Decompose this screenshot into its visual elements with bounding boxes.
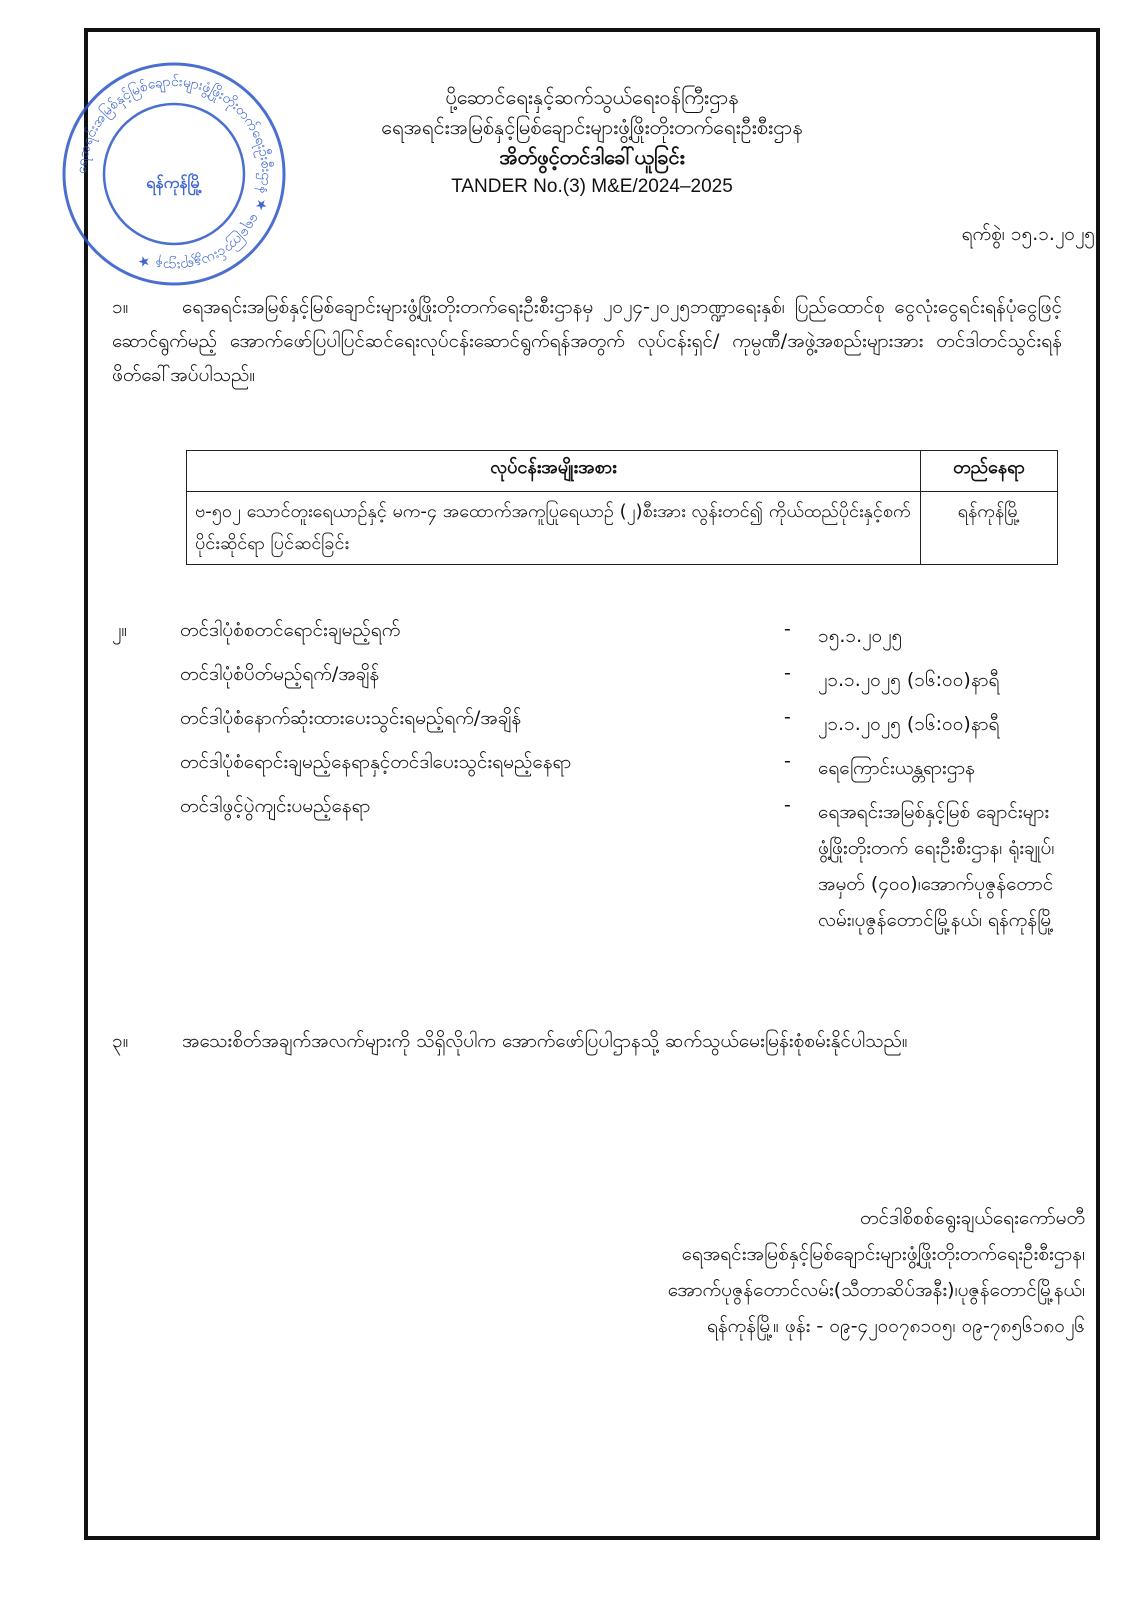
schedule-number: ၂။: [112, 619, 128, 641]
department-name: ရေအရင်းအမြစ်နှင့်မြစ်ချောင်းများဖွံ့ဖြိုးတိုးတက်ရေးဦးစီးဌာန၊: [681, 1243, 1085, 1265]
ministry-title: ပို့ဆောင်ရေးနှင့်ဆက်သွယ်ရေးဝန်ကြီးဌာန: [445, 85, 739, 109]
schedule-dash: -: [784, 618, 791, 640]
table-cell-work: ဗ-၅၀၂ သောင်တူးရေယာဉ်နှင့် မက-၄ အထောက်အကူပြုရေယာဉ် (၂)စီးအား လွန်းတင်၍ ကိုယ်ထည်ပိုင်းနှင့်စက်ပိုင်းဆိုင်ရာ ပြင်ဆင်ခြင်း: [187, 492, 921, 565]
letterhead: [84, 82, 1100, 202]
paragraph-3-text: အသေးစိတ်အချက်အလက်များကို သိရှိလိုပါက အောက်ဖော်ပြပါဌာနသို့ ဆက်သွယ်မေးမြန်းစုံစမ်းနိုင်ပါသည်။: [182, 1030, 908, 1052]
paragraph-3-number: ၃။: [112, 1030, 129, 1052]
schedule-dash: -: [784, 706, 791, 728]
table-header-row: [187, 451, 1058, 492]
schedule-label: တင်ဒါပုံစံစတင်ရောင်းချမည့်ရက်: [180, 619, 401, 641]
table-header-work-type: လုပ်ငန်းအမျိုးအစား: [187, 451, 921, 492]
schedule-value: ရေကြောင်းယန္တရားဌာန: [818, 757, 975, 779]
issue-date: ရက်စွဲ၊ ၁၅.၁.၂၀၂၅: [961, 223, 1095, 245]
schedule-value: ၂၁.၁.၂၀၂၅ (၁၆:၀၀)နာရီ: [818, 713, 1000, 735]
paragraph-1-text: ရေအရင်းအမြစ်နှင့်မြစ်ချောင်းများဖွံ့ဖြိုးတိုးတက်ရေးဦးစီးဌာနမှ ၂၀၂၄-၂၀၂၅ဘဏ္ဍာရေးနှစ်၊ ပြည်ထောင်စု ငွေလုံးငွေရင်းရန်ပုံငွေဖြင့်ဆောင်ရွက်မည့် အောက်ဖော်ပြပါပြင်ဆင်ရေးလုပ်ငန်းဆောင်ရွက်ရန်အတွက် လုပ်ငန်းရှင်/ ကုမ္ပဏီ/အဖွဲ့အစည်းများအား တင်ဒါတင်သွင်းရန် ဖိတ်ခေါ်အပ်ပါသည်။: [112, 296, 1062, 386]
schedule-row: [112, 750, 1072, 794]
tender-number: TANDER No.(3) M&E/2024–2025: [451, 176, 733, 197]
signature-block: [385, 1200, 1085, 1344]
schedule-label: တင်ဒါပုံစံပိတ်မည့်ရက်/အချိန်: [180, 663, 380, 685]
paragraph-1: [112, 290, 1062, 392]
schedule-dash: -: [784, 750, 791, 772]
works-table: [186, 450, 1058, 565]
seal-center-text: ရန်ကုန်မြို့: [146, 173, 202, 192]
address: အောက်ပုဇွန်တောင်လမ်း(သီတာဆိပ်အနီး)၊ပုဇွန်တောင်မြို့နယ်၊: [667, 1279, 1085, 1301]
department-title: ရေအရင်းအမြစ်နှင့်မြစ်ချောင်းများဖွံ့ဖြိုးတိုးတက်ရေးဦးစီးဌာန: [381, 115, 803, 139]
schedule-dash: -: [784, 794, 791, 816]
paragraph-1-number: ၁။: [112, 296, 129, 318]
paragraph-3: [112, 1024, 1062, 1058]
schedule-row: [112, 794, 1072, 1014]
schedule-label: တင်ဒါပုံစံရောင်းချမည့်နေရာနှင့်တင်ဒါပေးသွင်းရမည့်နေရာ: [180, 751, 572, 773]
schedule-value: ရေအရင်းအမြစ်နှင့်မြစ် ချောင်းများဖွံ့ဖြိုးတိုးတက် ရေးဦးစီးဌာန၊ ရုံးချုပ်၊ အမှတ် (၄၀၀)၊အောက်ပုဇွန်တောင် လမ်း၊ပုဇွန်တောင်မြို့နယ်၊ ရန်ကုန်မြို့: [818, 801, 1055, 931]
schedule-value: ၂၁.၁.၂၀၂၅ (၁၆:၀၀)နာရီ: [818, 669, 1000, 691]
seal-ring-text: ရေအရင်းအမြစ်နှင့်မြစ်ချောင်းများဖွံ့ဖြိုးတိုးတက်ရေးဦးစီးဌာန ★ ရေကြောင်းယန္တရားဌာန ★: [73, 73, 275, 275]
table-row: [187, 492, 1058, 565]
tender-schedule: [112, 618, 1072, 1014]
committee-name: တင်ဒါစိစစ်ရွေးချယ်ရေးကော်မတီ: [860, 1207, 1085, 1229]
schedule-row: [112, 662, 1072, 706]
schedule-row: [112, 618, 1072, 662]
schedule-value: ၁၅.၁.၂၀၂၅: [818, 625, 903, 647]
table-header-location: တည်နေရာ: [921, 451, 1058, 492]
table-cell-location: ရန်ကုန်မြို့: [921, 492, 1058, 565]
schedule-label: တင်ဒါပုံစံနောက်ဆုံးထားပေးသွင်းရမည့်ရက်/အချိန်: [180, 707, 522, 729]
city-phone: ရန်ကုန်မြို့။ ဖုန်း - ၀၉-၄၂၀၀၇၈၁၀၅၊ ၀၉-၇၈၅၆၁၈၀၂၆: [706, 1315, 1085, 1337]
schedule-label: တင်ဒါဖွင့်ပွဲကျင်းပမည့်နေရာ: [180, 795, 371, 817]
schedule-dash: -: [784, 662, 791, 684]
schedule-row: [112, 706, 1072, 750]
notice-title: အိတ်ဖွင့်တင်ဒါခေါ်ယူခြင်း: [499, 145, 685, 169]
